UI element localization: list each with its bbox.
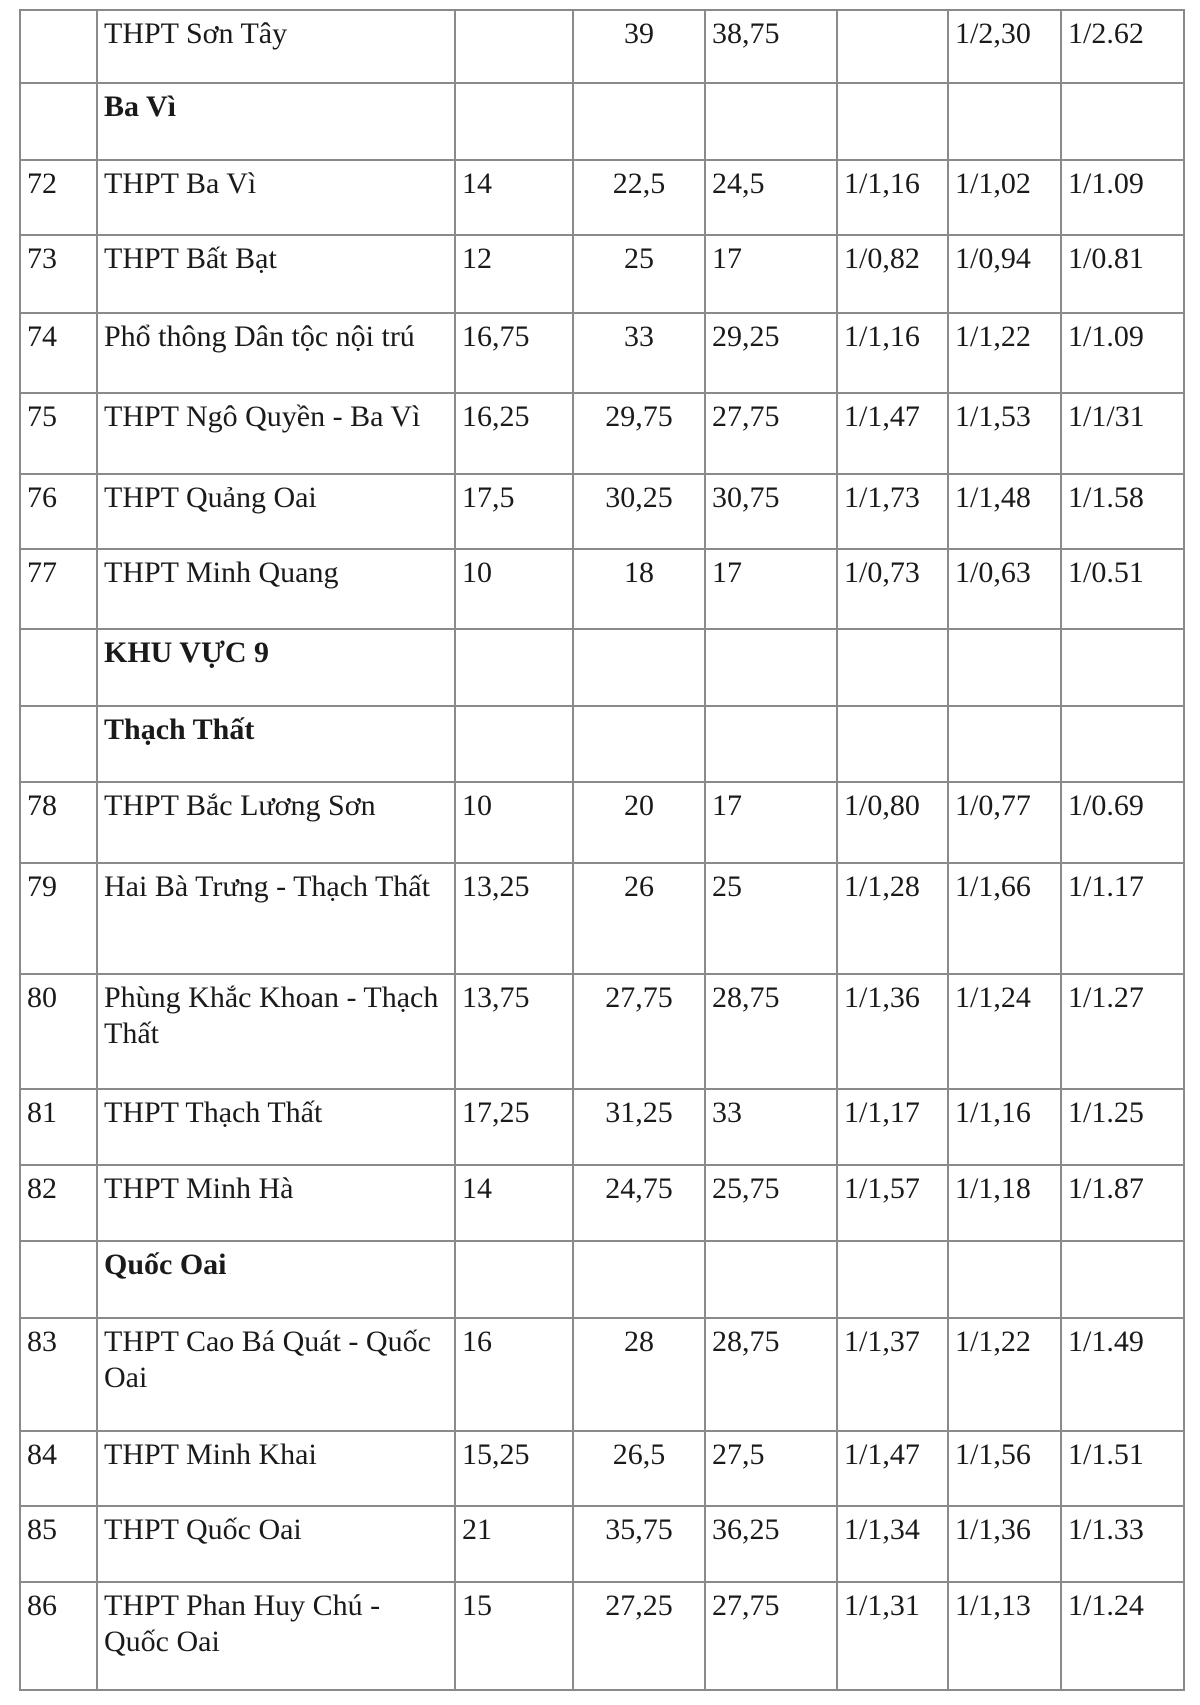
cell-ratio-2: 1/0,94 — [948, 235, 1061, 313]
cell-no: 80 — [20, 974, 97, 1089]
section-header-row — [20, 1241, 1184, 1318]
cell-ratio-2: 1/1,02 — [948, 160, 1061, 235]
cell-ratio-3: 1/1.58 — [1061, 474, 1184, 549]
cell-no: 81 — [20, 1089, 97, 1165]
cell-ratio-2: 1/1,24 — [948, 974, 1061, 1089]
table-row — [20, 160, 1184, 235]
cell-ratio-1: 1/1,28 — [837, 863, 948, 974]
cell-score-3: 27,75 — [705, 1582, 837, 1690]
table-row — [20, 1165, 1184, 1241]
cell-score-2: 26 — [573, 863, 705, 974]
cell-score-3: 27,75 — [705, 393, 837, 474]
cell-ratio-3: 1/1.49 — [1061, 1318, 1184, 1431]
cell-empty — [948, 629, 1061, 706]
cell-school-name: Phùng Khắc Khoan - Thạch Thất — [97, 974, 455, 1089]
cell-score-3: 25,75 — [705, 1165, 837, 1241]
cell-school-name: THPT Quốc Oai — [97, 1506, 455, 1582]
cell-ratio-2: 1/1,53 — [948, 393, 1061, 474]
cell-score-3: 28,75 — [705, 1318, 837, 1431]
cell-no — [20, 83, 97, 160]
cell-ratio-2: 1/1,22 — [948, 313, 1061, 393]
table-row — [20, 1582, 1184, 1690]
cell-ratio-1: 1/1,31 — [837, 1582, 948, 1690]
cell-score-1: 17,5 — [455, 474, 573, 549]
cell-ratio-3: 1/1/31 — [1061, 393, 1184, 474]
cell-score-3: 33 — [705, 1089, 837, 1165]
cell-empty — [455, 629, 573, 706]
cell-score-2: 31,25 — [573, 1089, 705, 1165]
cell-score-1: 21 — [455, 1506, 573, 1582]
score-table-container — [19, 9, 1185, 1691]
cell-school-name: THPT Cao Bá Quát - Quốc Oai — [97, 1318, 455, 1431]
cell-ratio-2: 1/0,63 — [948, 549, 1061, 629]
cell-ratio-1: 1/1,34 — [837, 1506, 948, 1582]
cell-score-2: 27,75 — [573, 974, 705, 1089]
cell-ratio-2: 1/1,56 — [948, 1431, 1061, 1506]
score-table — [19, 9, 1185, 1691]
cell-no: 83 — [20, 1318, 97, 1431]
cell-no: 77 — [20, 549, 97, 629]
cell-ratio-1 — [837, 10, 948, 83]
cell-ratio-3: 1/1.51 — [1061, 1431, 1184, 1506]
cell-no: 73 — [20, 235, 97, 313]
cell-empty — [1061, 83, 1184, 160]
cell-ratio-2: 1/0,77 — [948, 782, 1061, 863]
cell-score-2: 18 — [573, 549, 705, 629]
cell-ratio-2: 1/1,16 — [948, 1089, 1061, 1165]
cell-no: 82 — [20, 1165, 97, 1241]
cell-empty — [455, 1241, 573, 1318]
table-row — [20, 474, 1184, 549]
cell-empty — [948, 1241, 1061, 1318]
cell-ratio-2: 1/1,66 — [948, 863, 1061, 974]
cell-ratio-2: 1/1,48 — [948, 474, 1061, 549]
table-row — [20, 313, 1184, 393]
cell-ratio-2: 1/2,30 — [948, 10, 1061, 83]
cell-ratio-1: 1/1,17 — [837, 1089, 948, 1165]
cell-ratio-3: 1/1.09 — [1061, 313, 1184, 393]
cell-score-2: 30,25 — [573, 474, 705, 549]
cell-score-1: 10 — [455, 782, 573, 863]
cell-empty — [948, 83, 1061, 160]
table-row — [20, 10, 1184, 83]
cell-school-name: THPT Phan Huy Chú - Quốc Oai — [97, 1582, 455, 1690]
cell-empty — [837, 629, 948, 706]
cell-empty — [1061, 629, 1184, 706]
cell-school-name: THPT Sơn Tây — [97, 10, 455, 83]
cell-ratio-1: 1/1,37 — [837, 1318, 948, 1431]
cell-no: 85 — [20, 1506, 97, 1582]
cell-ratio-1: 1/1,57 — [837, 1165, 948, 1241]
cell-ratio-3: 1/1.27 — [1061, 974, 1184, 1089]
cell-ratio-1: 1/1,47 — [837, 393, 948, 474]
cell-school-name: THPT Thạch Thất — [97, 1089, 455, 1165]
cell-school-name: THPT Minh Quang — [97, 549, 455, 629]
cell-score-2: 24,75 — [573, 1165, 705, 1241]
cell-no — [20, 1241, 97, 1318]
cell-empty — [705, 1241, 837, 1318]
cell-ratio-3: 1/2.62 — [1061, 10, 1184, 83]
cell-ratio-1: 1/1,47 — [837, 1431, 948, 1506]
cell-no — [20, 629, 97, 706]
cell-school-name: Hai Bà Trưng - Thạch Thất — [97, 863, 455, 974]
cell-score-3: 17 — [705, 549, 837, 629]
cell-empty — [837, 83, 948, 160]
cell-ratio-1: 1/0,80 — [837, 782, 948, 863]
cell-score-1: 14 — [455, 160, 573, 235]
cell-empty — [705, 706, 837, 782]
cell-school-name: THPT Bất Bạt — [97, 235, 455, 313]
cell-score-1: 10 — [455, 549, 573, 629]
cell-ratio-3: 1/1.87 — [1061, 1165, 1184, 1241]
cell-ratio-3: 1/1.33 — [1061, 1506, 1184, 1582]
cell-ratio-1: 1/1,73 — [837, 474, 948, 549]
cell-no: 72 — [20, 160, 97, 235]
table-row — [20, 1318, 1184, 1431]
cell-score-3: 27,5 — [705, 1431, 837, 1506]
cell-empty — [573, 706, 705, 782]
table-row — [20, 974, 1184, 1089]
cell-score-2: 25 — [573, 235, 705, 313]
table-row — [20, 1506, 1184, 1582]
cell-empty — [573, 629, 705, 706]
cell-school-name: THPT Bắc Lương Sơn — [97, 782, 455, 863]
section-header-quoc-oai: Quốc Oai — [97, 1241, 455, 1318]
section-header-row — [20, 706, 1184, 782]
table-row — [20, 1431, 1184, 1506]
cell-empty — [573, 1241, 705, 1318]
table-body — [20, 10, 1184, 1690]
cell-score-2: 33 — [573, 313, 705, 393]
cell-score-3: 25 — [705, 863, 837, 974]
cell-no: 74 — [20, 313, 97, 393]
cell-ratio-3: 1/1.09 — [1061, 160, 1184, 235]
table-row — [20, 235, 1184, 313]
cell-score-2: 27,25 — [573, 1582, 705, 1690]
cell-score-1: 16 — [455, 1318, 573, 1431]
cell-school-name: THPT Minh Hà — [97, 1165, 455, 1241]
cell-score-3: 17 — [705, 782, 837, 863]
cell-school-name: THPT Minh Khai — [97, 1431, 455, 1506]
cell-score-3: 28,75 — [705, 974, 837, 1089]
section-header-row — [20, 629, 1184, 706]
cell-ratio-1: 1/1,16 — [837, 313, 948, 393]
cell-ratio-3: 1/1.24 — [1061, 1582, 1184, 1690]
cell-no: 86 — [20, 1582, 97, 1690]
cell-empty — [705, 629, 837, 706]
table-row — [20, 549, 1184, 629]
cell-ratio-1: 1/1,36 — [837, 974, 948, 1089]
cell-score-1: 13,75 — [455, 974, 573, 1089]
cell-score-1: 16,25 — [455, 393, 573, 474]
cell-ratio-3: 1/1.17 — [1061, 863, 1184, 974]
cell-school-name: Phổ thông Dân tộc nội trú — [97, 313, 455, 393]
cell-score-2: 20 — [573, 782, 705, 863]
cell-score-3: 24,5 — [705, 160, 837, 235]
cell-score-2: 22,5 — [573, 160, 705, 235]
cell-no: 75 — [20, 393, 97, 474]
cell-ratio-3: 1/0.51 — [1061, 549, 1184, 629]
cell-score-3: 29,25 — [705, 313, 837, 393]
table-row — [20, 782, 1184, 863]
cell-ratio-3: 1/0.69 — [1061, 782, 1184, 863]
cell-score-1: 12 — [455, 235, 573, 313]
cell-score-2: 39 — [573, 10, 705, 83]
section-header-khu-vuc-9: KHU VỰC 9 — [97, 629, 455, 706]
cell-empty — [1061, 1241, 1184, 1318]
cell-score-1: 14 — [455, 1165, 573, 1241]
cell-empty — [1061, 706, 1184, 782]
table-row — [20, 393, 1184, 474]
cell-school-name: THPT Quảng Oai — [97, 474, 455, 549]
cell-school-name: THPT Ngô Quyền - Ba Vì — [97, 393, 455, 474]
cell-score-1 — [455, 10, 573, 83]
cell-ratio-1: 1/0,82 — [837, 235, 948, 313]
cell-score-2: 28 — [573, 1318, 705, 1431]
cell-score-1: 15,25 — [455, 1431, 573, 1506]
cell-score-3: 17 — [705, 235, 837, 313]
cell-no — [20, 10, 97, 83]
cell-score-1: 17,25 — [455, 1089, 573, 1165]
cell-no: 84 — [20, 1431, 97, 1506]
section-header-thach-that: Thạch Thất — [97, 706, 455, 782]
table-row — [20, 1089, 1184, 1165]
section-header-row — [20, 83, 1184, 160]
cell-ratio-1: 1/1,16 — [837, 160, 948, 235]
cell-score-3: 36,25 — [705, 1506, 837, 1582]
cell-ratio-2: 1/1,36 — [948, 1506, 1061, 1582]
cell-score-1: 13,25 — [455, 863, 573, 974]
cell-school-name: THPT Ba Vì — [97, 160, 455, 235]
cell-no — [20, 706, 97, 782]
cell-ratio-1: 1/0,73 — [837, 549, 948, 629]
cell-empty — [837, 1241, 948, 1318]
cell-score-1: 16,75 — [455, 313, 573, 393]
section-header-ba-vi: Ba Vì — [97, 83, 455, 160]
table-row — [20, 863, 1184, 974]
cell-empty — [705, 83, 837, 160]
cell-ratio-3: 1/1.25 — [1061, 1089, 1184, 1165]
cell-no: 79 — [20, 863, 97, 974]
cell-ratio-2: 1/1,22 — [948, 1318, 1061, 1431]
cell-ratio-3: 1/0.81 — [1061, 235, 1184, 313]
cell-empty — [455, 706, 573, 782]
cell-no: 78 — [20, 782, 97, 863]
cell-score-2: 26,5 — [573, 1431, 705, 1506]
cell-empty — [948, 706, 1061, 782]
cell-empty — [573, 83, 705, 160]
cell-score-3: 38,75 — [705, 10, 837, 83]
cell-score-2: 29,75 — [573, 393, 705, 474]
cell-empty — [455, 83, 573, 160]
cell-score-3: 30,75 — [705, 474, 837, 549]
cell-ratio-2: 1/1,13 — [948, 1582, 1061, 1690]
cell-score-2: 35,75 — [573, 1506, 705, 1582]
cell-score-1: 15 — [455, 1582, 573, 1690]
cell-no: 76 — [20, 474, 97, 549]
cell-empty — [837, 706, 948, 782]
cell-ratio-2: 1/1,18 — [948, 1165, 1061, 1241]
